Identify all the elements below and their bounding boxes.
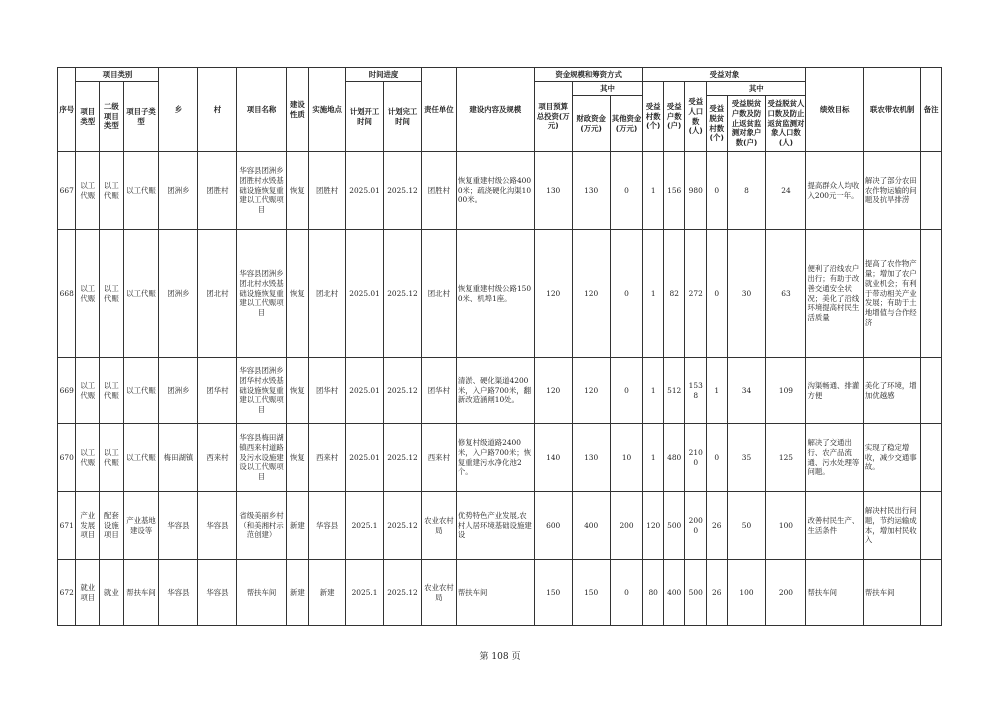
cell-mechanism: 实现了稳定增收，减少交通事故。	[863, 424, 920, 492]
cell-poor-population: 100	[766, 492, 806, 560]
cell-nature: 恢复	[286, 230, 309, 358]
cell-seq: 671	[58, 492, 76, 560]
cell-seq: 668	[58, 230, 76, 358]
cell-type: 以工代赈	[76, 230, 100, 358]
cell-seq: 670	[58, 424, 76, 492]
cell-ben-households: 400	[663, 560, 685, 626]
header-end: 计划完工时间	[384, 82, 422, 152]
cell-poor-households: 34	[727, 358, 766, 424]
cell-location: 华容县	[309, 492, 346, 560]
cell-location: 西来村	[309, 424, 346, 492]
cell-other: 0	[610, 152, 643, 230]
cell-mechanism: 帮扶车间	[863, 560, 920, 626]
table-row	[58, 358, 942, 424]
header-budget: 项目预算总投资(万元)	[534, 82, 572, 152]
cell-start: 2025.01	[346, 424, 384, 492]
cell-village: 西来村	[198, 424, 237, 492]
cell-poor-villages: 0	[707, 424, 728, 492]
cell-subtype: 以工代赈	[123, 424, 159, 492]
cell-village: 团胜村	[198, 152, 237, 230]
cell-fiscal: 120	[572, 358, 610, 424]
cell-poor-households: 30	[727, 230, 766, 358]
cell-subtype: 以工代赈	[123, 230, 159, 358]
header-ben-villages: 受益村数(个)	[643, 82, 664, 152]
cell-ben-population: 1538	[685, 358, 707, 424]
cell-content: 恢复重建村级公路4000米；疏浇硬化沟渠1000米。	[456, 152, 534, 230]
header-goal: 绩效目标	[806, 68, 863, 152]
cell-content: 修复村级道路2400米，入户路700米；恢复重建污水净化池2个。	[456, 424, 534, 492]
cell-start: 2025.01	[346, 152, 384, 230]
cell-subtype: 以工代赈	[123, 152, 159, 230]
header-ben-population: 受益人口数(人)	[685, 82, 707, 152]
cell-ben-population: 500	[685, 560, 707, 626]
cell-unit: 西来村	[421, 424, 456, 492]
header-content: 建设内容及规模	[456, 68, 534, 152]
cell-type: 以工代赈	[76, 358, 100, 424]
cell-end: 2025.12	[384, 358, 422, 424]
cell-village: 团华村	[198, 358, 237, 424]
cell-ben-households: 500	[663, 492, 685, 560]
cell-other: 10	[610, 424, 643, 492]
header-subtype: 项目子类型	[123, 82, 159, 152]
cell-ben-villages: 1	[643, 230, 664, 358]
cell-poor-households: 35	[727, 424, 766, 492]
cell-township: 华容县	[159, 560, 198, 626]
cell-mechanism: 解决了部分农田农作物运输的问题及抗旱排涝	[863, 152, 920, 230]
cell-poor-population: 200	[766, 560, 806, 626]
header-subtype2: 二级项目类型	[100, 82, 124, 152]
cell-ben-villages: 120	[643, 492, 664, 560]
cell-ben-population: 272	[685, 230, 707, 358]
cell-ben-population: 2100	[685, 424, 707, 492]
cell-ben-households: 156	[663, 152, 685, 230]
cell-type: 以工代赈	[76, 424, 100, 492]
header-start: 计划开工时间	[346, 82, 384, 152]
cell-seq: 672	[58, 560, 76, 626]
cell-subtype: 以工代赈	[123, 358, 159, 424]
header-remark: 备注	[921, 68, 942, 152]
cell-name: 华容县梅田湖镇西来村道路及污水设施建设以工代赈项目	[237, 424, 286, 492]
cell-poor-population: 125	[766, 424, 806, 492]
cell-nature: 新建	[286, 560, 309, 626]
header-schedule: 时间进度	[346, 68, 422, 82]
cell-fiscal: 120	[572, 230, 610, 358]
cell-goal: 便利了沿线农户出行；有助于改善交通安全状况；美化了沿线环境提高村民生活质量	[806, 230, 863, 358]
cell-unit: 团北村	[421, 230, 456, 358]
table-row	[58, 230, 942, 358]
cell-remark	[921, 560, 942, 626]
cell-poor-villages: 0	[707, 152, 728, 230]
cell-budget: 150	[534, 560, 572, 626]
header-poor-population: 受益脱贫人口数及防止返贫监测对象人口数(人)	[766, 96, 806, 152]
header-mechanism: 联农带农机制	[863, 68, 920, 152]
cell-fiscal: 130	[572, 424, 610, 492]
cell-name: 帮扶车间	[237, 560, 286, 626]
cell-poor-villages: 26	[707, 492, 728, 560]
cell-ben-households: 512	[663, 358, 685, 424]
cell-fiscal: 400	[572, 492, 610, 560]
cell-seq: 669	[58, 358, 76, 424]
header-funding: 资金规模和筹资方式	[534, 68, 643, 82]
cell-content: 优势特色产业发展,农村人居环境基础设施建设	[456, 492, 534, 560]
cell-seq: 667	[58, 152, 76, 230]
cell-start: 2025.01	[346, 230, 384, 358]
header-of-which-2: 其中	[707, 82, 806, 96]
cell-other: 0	[610, 560, 643, 626]
cell-township: 团洲乡	[159, 230, 198, 358]
cell-remark	[921, 492, 942, 560]
cell-mechanism: 提高了农作物产量；增加了农户就业机会；有利于带动相关产业发展；有助于土地增值与合作经济	[863, 230, 920, 358]
header-category: 项目类别	[76, 68, 159, 82]
cell-start: 2025.01	[346, 358, 384, 424]
cell-goal: 解决了交通出行、农产品流通、污水处理等问题。	[806, 424, 863, 492]
cell-content: 清淤、硬化渠道4200米，入户路700米，翻新改造涵闸10处。	[456, 358, 534, 424]
cell-name: 华容县团洲乡团胜村水毁基础设施恢复重建以工代赈项目	[237, 152, 286, 230]
cell-nature: 恢复	[286, 152, 309, 230]
header-ben-households: 受益户数(户)	[663, 82, 685, 152]
cell-township: 梅田湖镇	[159, 424, 198, 492]
cell-poor-villages: 26	[707, 560, 728, 626]
page-number: 第 108 页	[479, 652, 521, 662]
cell-ben-population: 2000	[685, 492, 707, 560]
cell-subtype: 帮扶车间	[123, 560, 159, 626]
cell-poor-villages: 0	[707, 230, 728, 358]
cell-name: 华容县团洲乡团华村水毁基础设施恢复重建以工代赈项目	[237, 358, 286, 424]
cell-goal: 沟渠畅通、排灌方便	[806, 358, 863, 424]
cell-poor-population: 63	[766, 230, 806, 358]
cell-village: 团北村	[198, 230, 237, 358]
cell-location: 新建	[309, 560, 346, 626]
header-township: 乡	[159, 68, 198, 152]
cell-subtype2: 以工代赈	[100, 152, 124, 230]
cell-subtype: 产业基地建设等	[123, 492, 159, 560]
cell-budget: 130	[534, 152, 572, 230]
header-nature: 建设性质	[286, 68, 309, 152]
cell-township: 团洲乡	[159, 152, 198, 230]
cell-poor-population: 109	[766, 358, 806, 424]
cell-poor-population: 24	[766, 152, 806, 230]
cell-fiscal: 150	[572, 560, 610, 626]
cell-remark	[921, 358, 942, 424]
header-name: 项目名称	[237, 68, 286, 152]
cell-remark	[921, 230, 942, 358]
cell-ben-villages: 1	[643, 424, 664, 492]
cell-subtype2: 以工代赈	[100, 358, 124, 424]
cell-remark	[921, 152, 942, 230]
cell-ben-villages: 1	[643, 152, 664, 230]
header-unit: 责任单位	[421, 68, 456, 152]
cell-ben-households: 82	[663, 230, 685, 358]
cell-subtype2: 以工代赈	[100, 230, 124, 358]
cell-ben-villages: 1	[643, 358, 664, 424]
header-of-which: 其中	[572, 82, 643, 96]
cell-content: 恢复重建村级公路1500米、机埠1座。	[456, 230, 534, 358]
table-row	[58, 152, 942, 230]
cell-poor-villages: 1	[707, 358, 728, 424]
cell-end: 2025.12	[384, 152, 422, 230]
header-type: 项目类型	[76, 82, 100, 152]
header-other: 其他资金(万元)	[610, 96, 643, 152]
cell-budget: 120	[534, 230, 572, 358]
cell-other: 200	[610, 492, 643, 560]
cell-location: 团华村	[309, 358, 346, 424]
cell-end: 2025.12	[384, 492, 422, 560]
cell-content: 帮扶车间	[456, 560, 534, 626]
cell-poor-households: 50	[727, 492, 766, 560]
project-table	[57, 67, 942, 626]
cell-start: 2025.1	[346, 492, 384, 560]
cell-type: 以工代赈	[76, 152, 100, 230]
header-fiscal: 财政资金(万元)	[572, 96, 610, 152]
cell-type: 就业项目	[76, 560, 100, 626]
cell-ben-households: 480	[663, 424, 685, 492]
cell-subtype2: 配套设施项目	[100, 492, 124, 560]
cell-unit: 团华村	[421, 358, 456, 424]
cell-unit: 农业农村局	[421, 560, 456, 626]
header-village: 村	[198, 68, 237, 152]
cell-fiscal: 130	[572, 152, 610, 230]
cell-end: 2025.12	[384, 424, 422, 492]
cell-remark	[921, 424, 942, 492]
table-row	[58, 560, 942, 626]
cell-budget: 140	[534, 424, 572, 492]
cell-subtype2: 就业	[100, 560, 124, 626]
table-row	[58, 492, 942, 560]
cell-ben-population: 980	[685, 152, 707, 230]
cell-name: 华容县团洲乡团北村水毁基础设施恢复重建以工代赈项目	[237, 230, 286, 358]
cell-nature: 新建	[286, 492, 309, 560]
cell-nature: 恢复	[286, 358, 309, 424]
cell-goal: 提高群众人均收入200元一年。	[806, 152, 863, 230]
cell-unit: 农业农村局	[421, 492, 456, 560]
cell-type: 产业发展项目	[76, 492, 100, 560]
cell-name: 省级美丽乡村（和美湘村示范创建）	[237, 492, 286, 560]
header-location: 实施地点	[309, 68, 346, 152]
cell-other: 0	[610, 230, 643, 358]
cell-budget: 120	[534, 358, 572, 424]
cell-village: 华容县	[198, 492, 237, 560]
cell-mechanism: 解决村民出行问题，节约运输成本，增加村民收入	[863, 492, 920, 560]
cell-township: 华容县	[159, 492, 198, 560]
cell-end: 2025.12	[384, 560, 422, 626]
cell-village: 华容县	[198, 560, 237, 626]
cell-poor-households: 8	[727, 152, 766, 230]
cell-nature: 恢复	[286, 424, 309, 492]
cell-end: 2025.12	[384, 230, 422, 358]
cell-budget: 600	[534, 492, 572, 560]
cell-other: 0	[610, 358, 643, 424]
cell-start: 2025.1	[346, 560, 384, 626]
header-poor-households: 受益脱贫户数及防止返贫监测对象户数(户)	[727, 96, 766, 152]
cell-township: 团洲乡	[159, 358, 198, 424]
header-beneficiary: 受益对象	[643, 68, 806, 82]
cell-goal: 改善村民生产、生活条件	[806, 492, 863, 560]
cell-subtype2: 以工代赈	[100, 424, 124, 492]
cell-poor-households: 100	[727, 560, 766, 626]
header-poor-villages: 受益脱贫村数(个)	[707, 96, 728, 152]
cell-location: 团胜村	[309, 152, 346, 230]
cell-unit: 团胜村	[421, 152, 456, 230]
cell-goal: 帮扶车间	[806, 560, 863, 626]
cell-location: 团北村	[309, 230, 346, 358]
cell-ben-villages: 80	[643, 560, 664, 626]
cell-mechanism: 美化了环境，增加优越感	[863, 358, 920, 424]
header-seq: 序号	[58, 68, 76, 152]
table-row	[58, 424, 942, 492]
